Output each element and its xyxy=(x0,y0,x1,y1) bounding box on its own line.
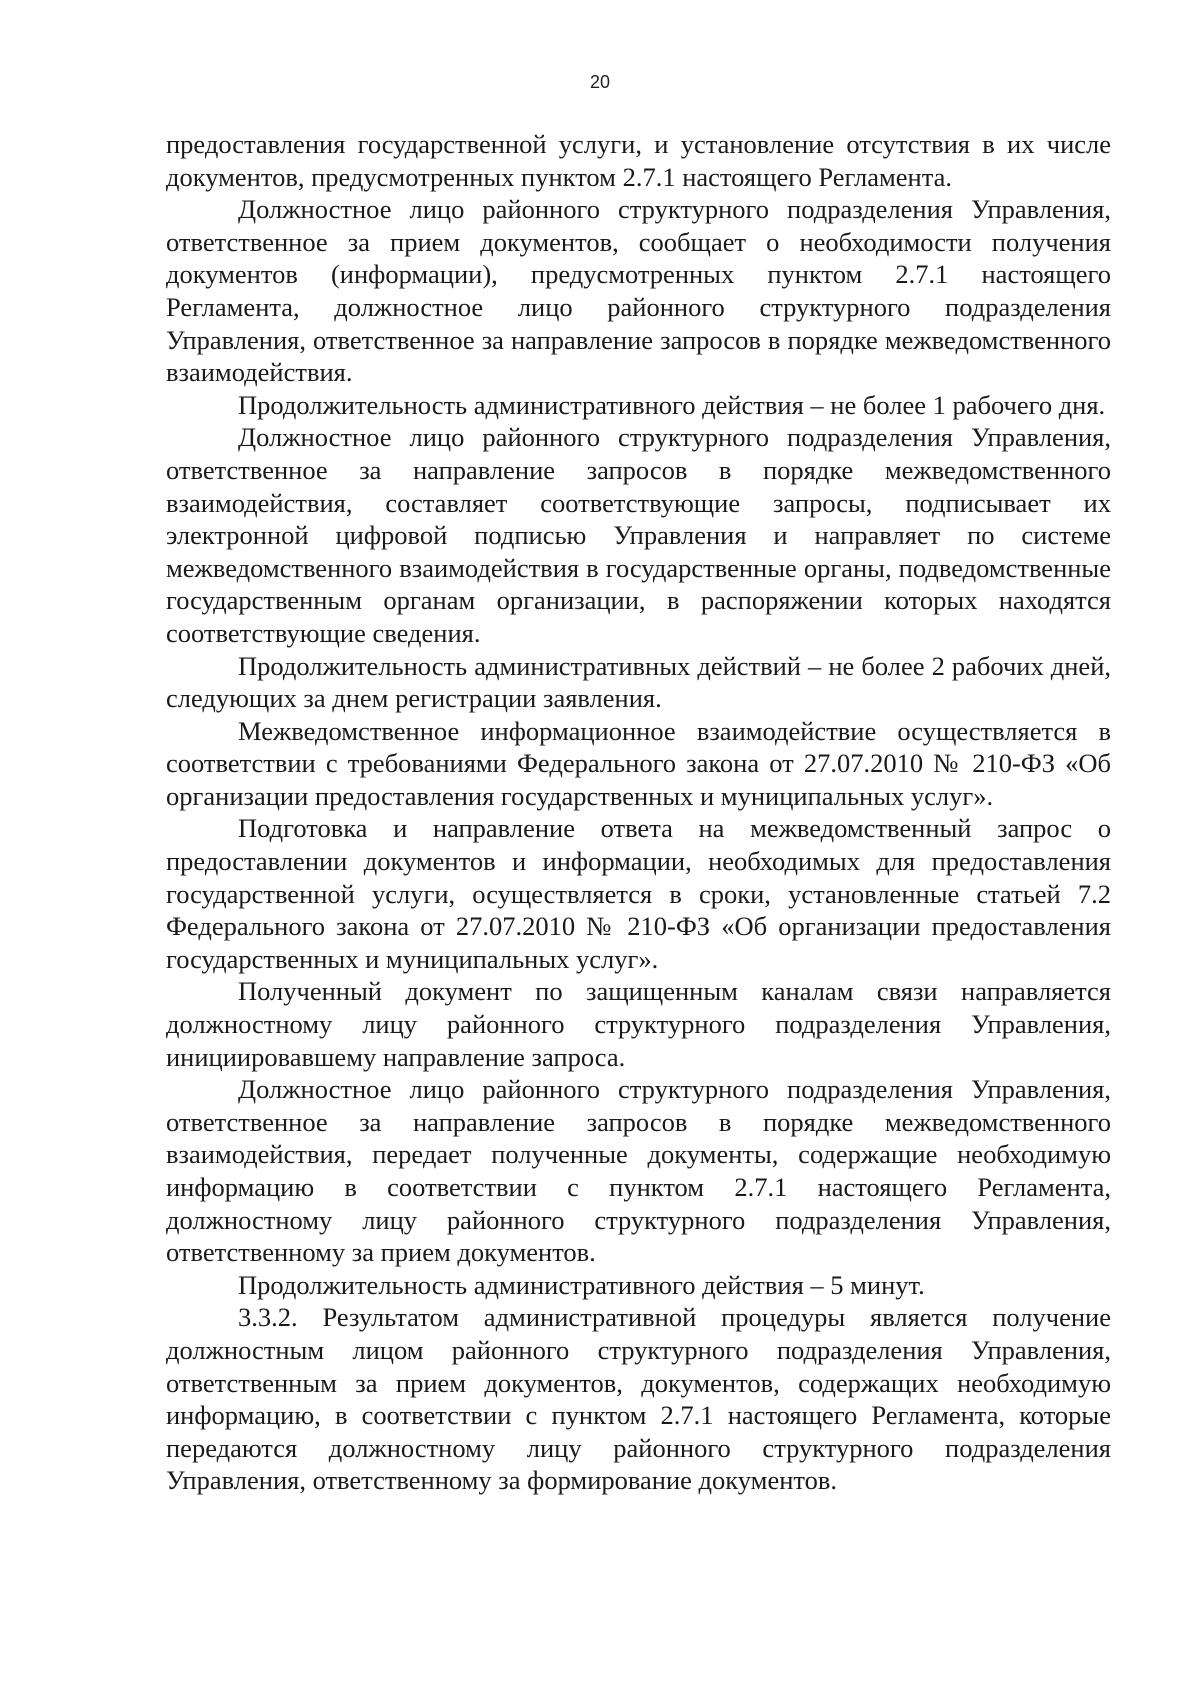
document-body xyxy=(166,128,1111,1497)
paragraph-procedure-result: 3.3.2. Результатом административной процедуры является получение должностным лицом районного структурного подразделения Управления, ответственным за прием документов, документов, содержащих необходимую информацию, в соответствии с пунктом 2.7.1 настоящего Регламента, которые передаются должностному лицу районного структурного подразделения Управления, ответственному за формирование документов. xyxy=(166,1302,1111,1496)
paragraph-continuation: предоставления государственной услуги, и установление отсутствия в их числе документов, предусмотренных пунктом 2.7.1 настоящего Регламента. xyxy=(166,129,1111,192)
paragraph-document-transfer: Должностное лицо районного структурного подразделения Управления, ответственное за направление запросов в порядке межведомственного взаимодействия, передает полученные документы, содержащие необходимую информацию в соответствии с пунктом 2.7.1 настоящего Регламента, должностному лицу районного структурного подразделения Управления, ответственному за прием документов. xyxy=(166,1074,1111,1268)
paragraph-interagency-requests: Должностное лицо районного структурного подразделения Управления, ответственное за направление запросов в порядке межведомственного взаимодействия, составляет соответствующие запросы, подписывает их электронной цифровой подписью Управления и направляет по системе межведомственного взаимодействия в государственные органы, подведомственные государственным органам организации, в распоряжении которых находятся соответствующие сведения. xyxy=(166,422,1111,648)
paragraph-duration-5-minutes: Продолжительность административного действия – 5 минут. xyxy=(238,1269,925,1300)
paragraph-request-notice: Должностное лицо районного структурного подразделения Управления, ответственное за прием документов, сообщает о необходимости получения документов (информации), предусмотренных пунктом 2.7.1 настоящего Регламента, должностное лицо районного структурного подразделения Управления, ответственное за направление запросов в порядке межведомственного взаимодействия. xyxy=(166,194,1111,388)
paragraph-duration-1-day: Продолжительность административного действия – не более 1 рабочего дня. xyxy=(238,389,1106,420)
page-number: 20 xyxy=(589,72,611,92)
paragraph-federal-law: Межведомственное информационное взаимодействие осуществляется в соответствии с требованиями Федерального закона от 27.07.2010 № 210-ФЗ «Об организации предоставления государственных и муниципальных услуг». xyxy=(166,715,1111,811)
paragraph-response-preparation: Подготовка и направление ответа на межведомственный запрос о предоставлении документов и информации, необходимых для предоставления государственной услуги, осуществляется в сроки, установленные статьей 7.2 Федерального закона от 27.07.2010 № 210-ФЗ «Об организации предоставления государственных и муниципальных услуг». xyxy=(166,813,1111,974)
paragraph-duration-2-days: Продолжительность административных действий – не более 2 рабочих дней, следующих за днем регистрации заявления. xyxy=(166,650,1111,714)
paragraph-received-document: Полученный документ по защищенным каналам связи направляется должностному лицу районного структурного подразделения Управления, инициировавшему направление запроса. xyxy=(166,976,1111,1072)
